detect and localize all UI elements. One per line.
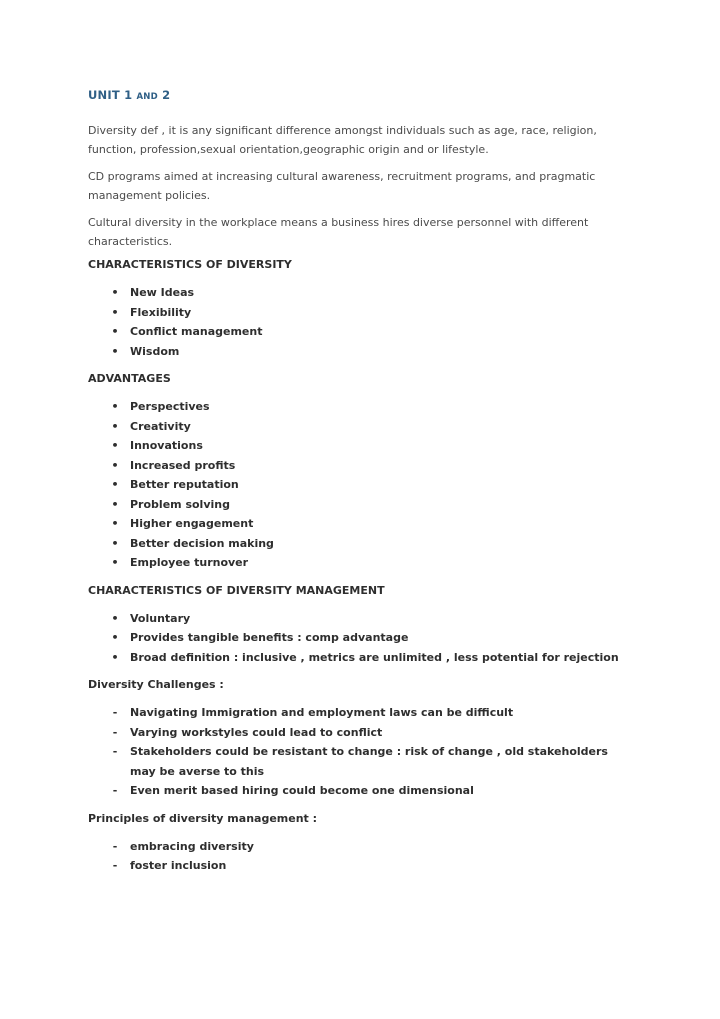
unit-title-main: UNIT 1 — [88, 88, 133, 102]
list-item-text: Broad definition : inclusive , metrics are unlimited , less potential for rejection — [130, 650, 619, 664]
list-item-text: New Ideas — [130, 286, 195, 299]
list-item-text: Problem solving — [130, 497, 230, 511]
bullet-marker: • — [111, 305, 119, 319]
list-item-text: Even merit based hiring could become one dimensional — [130, 784, 474, 797]
unit-title — [88, 88, 628, 102]
list-item — [108, 534, 628, 554]
dash-marker: - — [112, 784, 118, 797]
list-item-text: Perspectives — [130, 400, 210, 413]
list-item — [108, 495, 628, 515]
list-item — [108, 397, 628, 417]
list-item-text: Provides tangible benefits : comp advantage — [130, 631, 409, 644]
list-item-text: Innovations — [130, 439, 203, 452]
paragraph-cd-programs: CD programs aimed at increasing cultural awareness, recruitment programs, and pragmatic management policies. — [88, 170, 596, 202]
bullet-marker: • — [111, 497, 119, 511]
bullet-marker: • — [111, 325, 119, 338]
list-item-text: Creativity — [130, 419, 191, 433]
bullet-marker: • — [111, 536, 119, 550]
section-heading: Principles of diversity management : — [88, 811, 318, 825]
bullet-list — [88, 609, 628, 668]
dash-marker: - — [112, 839, 118, 853]
list-item-text: Flexibility — [130, 305, 192, 319]
bullet-marker: • — [111, 419, 119, 433]
bullet-list — [88, 283, 628, 361]
dash-marker: - — [112, 706, 118, 719]
list-item — [108, 837, 628, 857]
list-item — [108, 703, 628, 723]
section-heading: CHARACTERISTICS OF DIVERSITY MANAGEMENT — [88, 583, 385, 597]
list-item-text: Conflict management — [130, 325, 263, 338]
list-item-text: foster inclusion — [130, 859, 227, 872]
list-item — [108, 342, 628, 362]
list-item — [108, 742, 628, 781]
list-item — [108, 303, 628, 323]
list-item — [108, 514, 628, 534]
dash-marker: - — [112, 745, 118, 758]
dash-list — [88, 837, 628, 876]
paragraph-diversity-definition: Diversity def , it is any significant difference amongst individuals such as age, race, religion, function, profession,sexual orientation,geographic origin and or lifestyle. — [88, 124, 597, 156]
list-item — [108, 456, 628, 476]
list-item-text: Better decision making — [130, 536, 274, 550]
dash-marker: - — [112, 859, 118, 872]
dash-list — [88, 703, 628, 801]
section-heading: CHARACTERISTICS OF DIVERSITY — [88, 258, 292, 271]
list-item — [108, 856, 628, 876]
bullet-marker: • — [111, 517, 119, 530]
list-item-text: Navigating Immigration and employment laws can be difficult — [130, 706, 514, 719]
unit-title-and: AND — [136, 92, 158, 102]
list-item — [108, 609, 628, 629]
list-item-text: Increased profits — [130, 458, 236, 472]
list-item — [108, 475, 628, 495]
list-item-text: Varying workstyles could lead to conflict — [130, 725, 383, 739]
unit-title-end: 2 — [162, 88, 171, 102]
list-item-text: embracing diversity — [130, 839, 254, 853]
list-item — [108, 648, 628, 668]
list-item-text: Employee turnover — [130, 556, 249, 569]
document-page — [88, 88, 628, 886]
list-item — [108, 436, 628, 456]
list-item — [108, 628, 628, 648]
bullet-marker: • — [111, 631, 119, 644]
list-item-text: Voluntary — [130, 611, 191, 625]
list-item — [108, 723, 628, 743]
list-item — [108, 553, 628, 573]
bullet-marker: • — [111, 286, 119, 299]
list-item-text: Better reputation — [130, 478, 239, 491]
bullet-list — [88, 397, 628, 573]
list-item-text: Wisdom — [130, 344, 180, 358]
list-item — [108, 283, 628, 303]
bullet-marker: • — [111, 556, 119, 569]
list-item — [108, 781, 628, 801]
bullet-marker: • — [111, 344, 119, 358]
section-heading: Diversity Challenges : — [88, 678, 224, 691]
section-heading: ADVANTAGES — [88, 372, 171, 385]
bullet-marker: • — [111, 458, 119, 472]
list-item — [108, 322, 628, 342]
paragraph-cultural-diversity: Cultural diversity in the workplace means a business hires diverse personnel with different characteristics. — [88, 216, 589, 248]
dash-marker: - — [112, 725, 118, 739]
bullet-marker: • — [111, 478, 119, 491]
bullet-marker: • — [111, 439, 119, 452]
bullet-marker: • — [111, 611, 119, 625]
bullet-marker: • — [111, 400, 119, 413]
list-item-text: Higher engagement — [130, 517, 254, 530]
list-item-text: Stakeholders could be resistant to change : risk of change , old stakeholders may be averse to this — [130, 745, 608, 778]
list-item — [108, 417, 628, 437]
bullet-marker: • — [111, 650, 119, 664]
